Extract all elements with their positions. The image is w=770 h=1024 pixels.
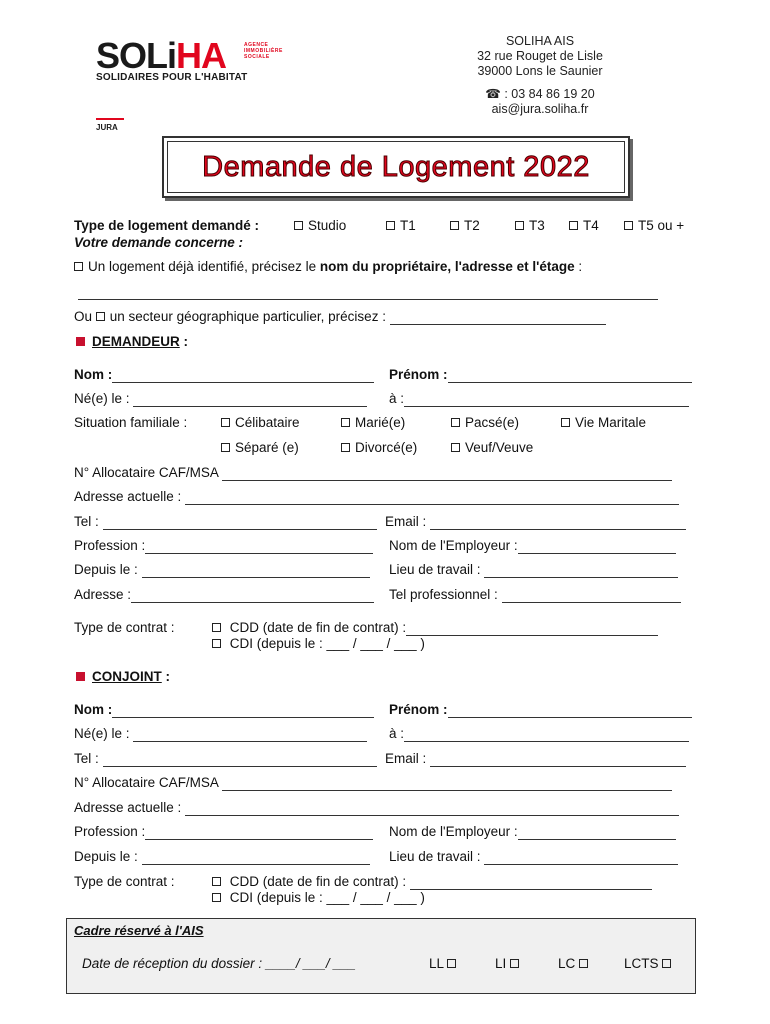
- checkbox-icon[interactable]: [451, 418, 460, 427]
- demandeur-work-phone-field[interactable]: Tel professionnel :: [389, 586, 681, 603]
- request-concerns-label: Votre demande concerne :: [74, 235, 244, 250]
- section-bullet-icon: [76, 672, 85, 681]
- checkbox-icon[interactable]: [74, 262, 83, 271]
- situation-vie-maritale[interactable]: Vie Maritale: [561, 414, 646, 431]
- housing-option-t4[interactable]: T4: [569, 217, 599, 234]
- checkbox-icon[interactable]: [212, 639, 221, 648]
- conjoint-prenom-field[interactable]: Prénom :: [389, 701, 692, 718]
- demandeur-tel-field[interactable]: Tel :: [74, 513, 377, 530]
- section-demandeur-heading: DEMANDEUR :: [76, 333, 188, 350]
- ais-option-li[interactable]: LI: [495, 956, 524, 971]
- demandeur-profession-field[interactable]: Profession :: [74, 537, 373, 554]
- housing-option-t2[interactable]: T2: [450, 217, 480, 234]
- reception-date-field[interactable]: Date de réception du dossier : ____/ ___/ ___: [82, 956, 356, 971]
- situation-marie[interactable]: Marié(e): [341, 414, 405, 431]
- demandeur-prenom-field[interactable]: Prénom :: [389, 366, 692, 383]
- conjoint-caf-field[interactable]: N° Allocataire CAF/MSA: [74, 774, 672, 791]
- housing-option-t5[interactable]: T5 ou +: [624, 217, 684, 234]
- checkbox-icon[interactable]: [510, 959, 519, 968]
- checkbox-icon[interactable]: [212, 893, 221, 902]
- logo-divider: [96, 118, 124, 120]
- checkbox-icon[interactable]: [386, 221, 395, 230]
- checkbox-icon[interactable]: [515, 221, 524, 230]
- demandeur-email-field[interactable]: Email :: [385, 513, 686, 530]
- conjoint-email-field[interactable]: Email :: [385, 750, 686, 767]
- agency-street: 32 rue Rouget de Lisle: [477, 49, 603, 63]
- checkbox-icon[interactable]: [569, 221, 578, 230]
- checkbox-icon[interactable]: [294, 221, 303, 230]
- soliha-logo: [96, 35, 296, 132]
- sector-input[interactable]: [390, 311, 606, 325]
- demandeur-since-field[interactable]: Depuis le :: [74, 561, 370, 578]
- sector-option[interactable]: Ou un secteur géographique particulier, précisez :: [74, 308, 606, 325]
- situation-divorce[interactable]: Divorcé(e): [341, 439, 417, 456]
- checkbox-icon[interactable]: [662, 959, 671, 968]
- section-conjoint-heading: CONJOINT :: [76, 668, 170, 685]
- checkbox-icon[interactable]: [96, 312, 105, 321]
- situation-veuf[interactable]: Veuf/Veuve: [451, 439, 533, 456]
- checkbox-icon[interactable]: [212, 623, 221, 632]
- logo-wordmark: SOLiHA: [96, 35, 227, 76]
- conjoint-profession-field[interactable]: Profession :: [74, 823, 373, 840]
- checkbox-icon[interactable]: [221, 443, 230, 452]
- demandeur-workplace-field[interactable]: Lieu de travail :: [389, 561, 678, 578]
- demandeur-employer-field[interactable]: Nom de l'Employeur :: [389, 537, 676, 554]
- conjoint-current-address-field[interactable]: Adresse actuelle :: [74, 799, 679, 816]
- checkbox-icon[interactable]: [450, 221, 459, 230]
- checkbox-icon[interactable]: [624, 221, 633, 230]
- demandeur-cdi-option[interactable]: CDI (depuis le : ___ / ___ / ___ ): [212, 635, 425, 652]
- conjoint-employer-field[interactable]: Nom de l'Employeur :: [389, 823, 676, 840]
- checkbox-icon[interactable]: [341, 418, 350, 427]
- situation-label: Situation familiale :: [74, 415, 188, 430]
- logo-subtitle: SOLIDAIRES POUR L'HABITAT: [96, 72, 248, 83]
- demandeur-contract-label: Type de contrat :: [74, 620, 175, 635]
- logo-tagline: AGENCE IMMOBILIÈRE SOCIALE: [244, 42, 283, 60]
- checkbox-icon[interactable]: [561, 418, 570, 427]
- ais-box-title: Cadre réservé à l'AIS: [74, 923, 204, 938]
- identified-housing-input[interactable]: [78, 283, 658, 300]
- demandeur-birthdate-field[interactable]: Né(e) le :: [74, 390, 367, 407]
- ais-reserved-box: [66, 918, 696, 994]
- agency-name: SOLIHA AIS: [505, 34, 575, 48]
- checkbox-icon[interactable]: [221, 418, 230, 427]
- situation-separe[interactable]: Séparé (e): [221, 439, 299, 456]
- demandeur-cdd-option[interactable]: CDD (date de fin de contrat) :: [212, 619, 658, 636]
- section-bullet-icon: [76, 337, 85, 346]
- conjoint-cdi-option[interactable]: CDI (depuis le : ___ / ___ / ___ ): [212, 889, 425, 906]
- demandeur-work-address-field[interactable]: Adresse :: [74, 586, 374, 603]
- conjoint-since-field[interactable]: Depuis le :: [74, 848, 370, 865]
- housing-type-row: [74, 217, 259, 234]
- housing-option-t3[interactable]: T3: [515, 217, 545, 234]
- conjoint-cdd-option[interactable]: CDD (date de fin de contrat) :: [212, 873, 652, 890]
- logo-region: JURA: [96, 123, 118, 132]
- conjoint-birthdate-field[interactable]: Né(e) le :: [74, 725, 367, 742]
- housing-type-label: Type de logement demandé :: [74, 218, 260, 233]
- ais-option-ll[interactable]: LL: [429, 956, 461, 971]
- demandeur-caf-field[interactable]: N° Allocataire CAF/MSA: [74, 464, 672, 481]
- page-title: Demande de Logement 2022: [202, 150, 590, 183]
- conjoint-tel-field[interactable]: Tel :: [74, 750, 377, 767]
- identified-housing-option[interactable]: Un logement déjà identifié, précisez le nom du propriétaire, l'adresse et l'étage :: [74, 258, 582, 275]
- ais-option-lc[interactable]: LC: [558, 956, 593, 971]
- agency-city: 39000 Lons le Saunier: [477, 64, 603, 78]
- checkbox-icon[interactable]: [212, 877, 221, 886]
- ais-option-lcts[interactable]: LCTS: [624, 956, 676, 971]
- agency-address-block: [440, 34, 640, 117]
- checkbox-icon[interactable]: [447, 959, 456, 968]
- title-frame: [162, 136, 630, 198]
- checkbox-icon[interactable]: [579, 959, 588, 968]
- checkbox-icon[interactable]: [451, 443, 460, 452]
- conjoint-birthplace-field[interactable]: à :: [389, 725, 689, 742]
- conjoint-workplace-field[interactable]: Lieu de travail :: [389, 848, 678, 865]
- agency-phone: ☎ : 03 84 86 19 20: [485, 87, 595, 101]
- checkbox-icon[interactable]: [341, 443, 350, 452]
- agency-email[interactable]: ais@jura.soliha.fr: [491, 102, 589, 116]
- conjoint-nom-field[interactable]: Nom :: [74, 701, 374, 718]
- conjoint-contract-label: Type de contrat :: [74, 874, 175, 889]
- housing-option-t1[interactable]: T1: [386, 217, 416, 234]
- situation-pacse[interactable]: Pacsé(e): [451, 414, 519, 431]
- demandeur-current-address-field[interactable]: Adresse actuelle :: [74, 488, 679, 505]
- demandeur-birthplace-field[interactable]: à :: [389, 390, 689, 407]
- demandeur-nom-field[interactable]: Nom :: [74, 366, 374, 383]
- situation-celibataire[interactable]: Célibataire: [221, 414, 300, 431]
- housing-option-studio[interactable]: Studio: [294, 217, 346, 234]
